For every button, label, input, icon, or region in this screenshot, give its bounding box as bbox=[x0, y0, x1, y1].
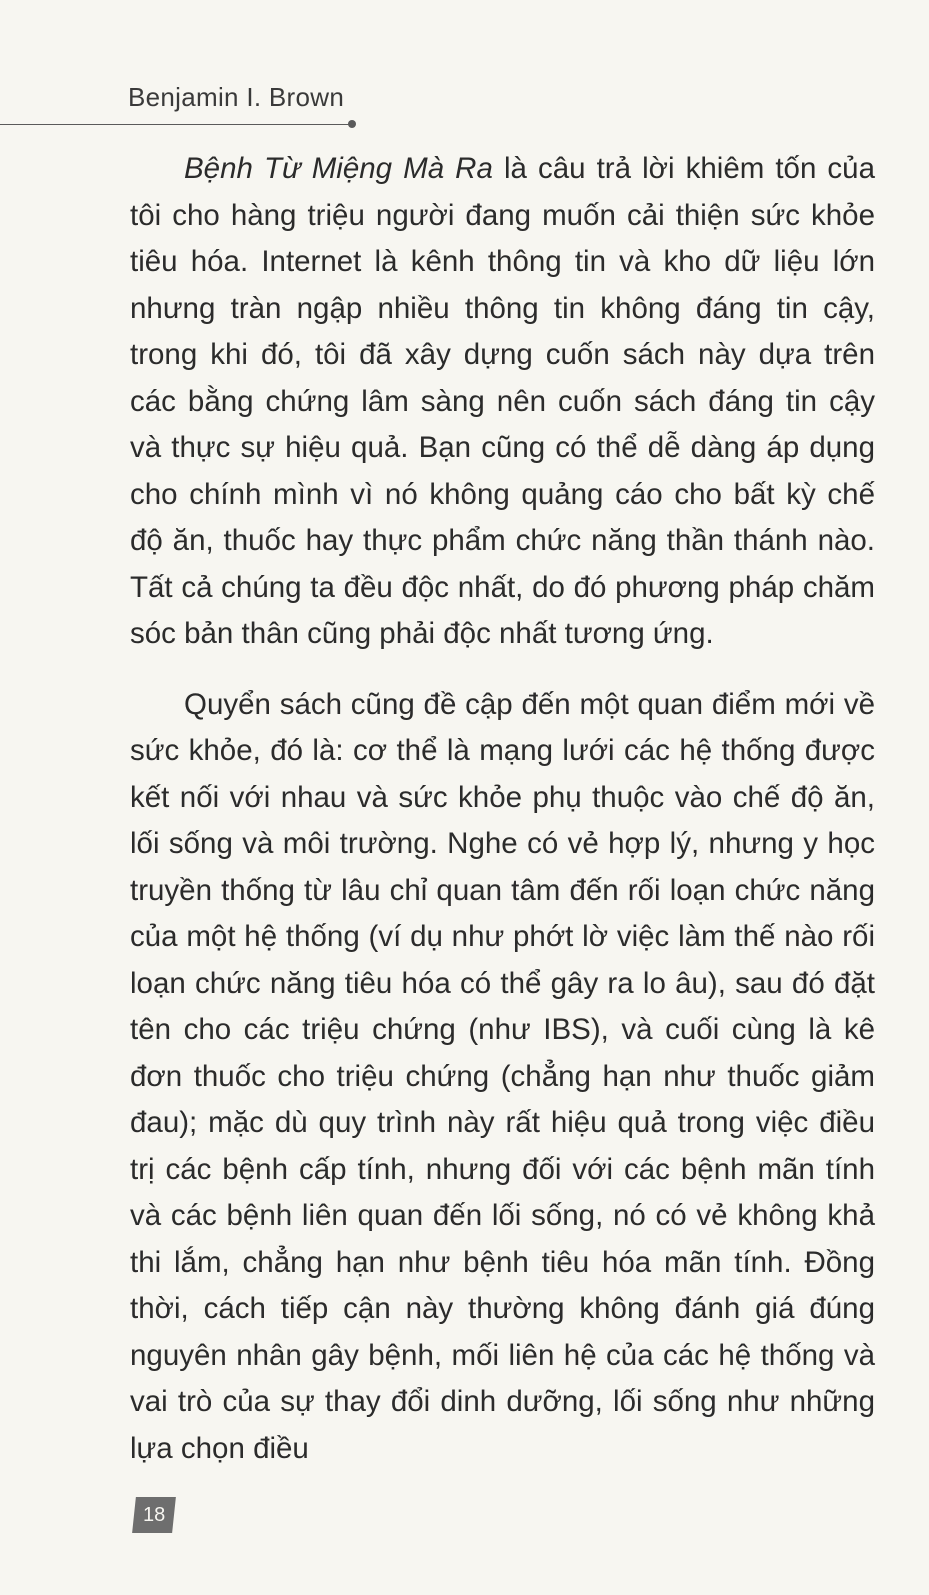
header-rule-dot bbox=[348, 120, 356, 128]
page-number-badge bbox=[132, 1497, 176, 1533]
paragraph-1 bbox=[130, 146, 875, 658]
body-text bbox=[130, 146, 875, 1472]
paragraph-1-text: là câu trả lời khiêm tốn của tôi cho hàng triệu người đang muốn cải thiện sức khỏe tiêu hóa. Internet là kênh thông tin và kho dữ liệu lớn nhưng tràn ngập nhiều thông tin không đáng tin cậy, trong khi đó, tôi đã xây dựng cuốn sách này dựa trên các bằng chứng lâm sàng nên cuốn sách đáng tin cậy và thực sự hiệu quả. Bạn cũng có thể dễ dàng áp dụng cho chính mình vì nó không quảng cáo cho bất kỳ chế độ ăn, thuốc hay thực phẩm chức năng thần thánh nào. Tất cả chúng ta đều độc nhất, do đó phương pháp chăm sóc bản thân cũng phải độc nhất tương ứng. bbox=[130, 152, 875, 650]
running-header-author: Benjamin I. Brown bbox=[128, 82, 345, 112]
paragraph-2: Quyển sách cũng đề cập đến một quan điểm mới về sức khỏe, đó là: cơ thể là mạng lưới các hệ thống được kết nối với nhau và sức khỏe phụ thuộc vào chế độ ăn, lối sống và môi trường. Nghe có vẻ hợp lý, nhưng y học truyền thống từ lâu chỉ quan tâm đến rối loạn chức năng của một hệ thống (ví dụ như phớt lờ việc làm thế nào rối loạn chức năng tiêu hóa có thể gây ra lo âu), sau đó đặt tên cho các triệu chứng (như IBS), và cuối cùng là kê đơn thuốc cho triệu chứng (chẳng hạn như thuốc giảm đau); mặc dù quy trình này rất hiệu quả trong việc điều trị các bệnh cấp tính, nhưng đối với các bệnh mãn tính và các bệnh liên quan đến lối sống, nó có vẻ không khả thi lắm, chẳng hạn như bệnh tiêu hóa mãn tính. Đồng thời, cách tiếp cận này thường không đánh giá đúng nguyên nhân gây bệnh, mối liên hệ của các hệ thống và vai trò của sự thay đổi dinh dưỡng, lối sống như những lựa chọn điều bbox=[130, 687, 875, 1465]
header-rule bbox=[0, 124, 352, 125]
book-title-italic: Bệnh Từ Miệng Mà Ra bbox=[184, 152, 493, 185]
page-number: 18 bbox=[142, 1504, 166, 1526]
